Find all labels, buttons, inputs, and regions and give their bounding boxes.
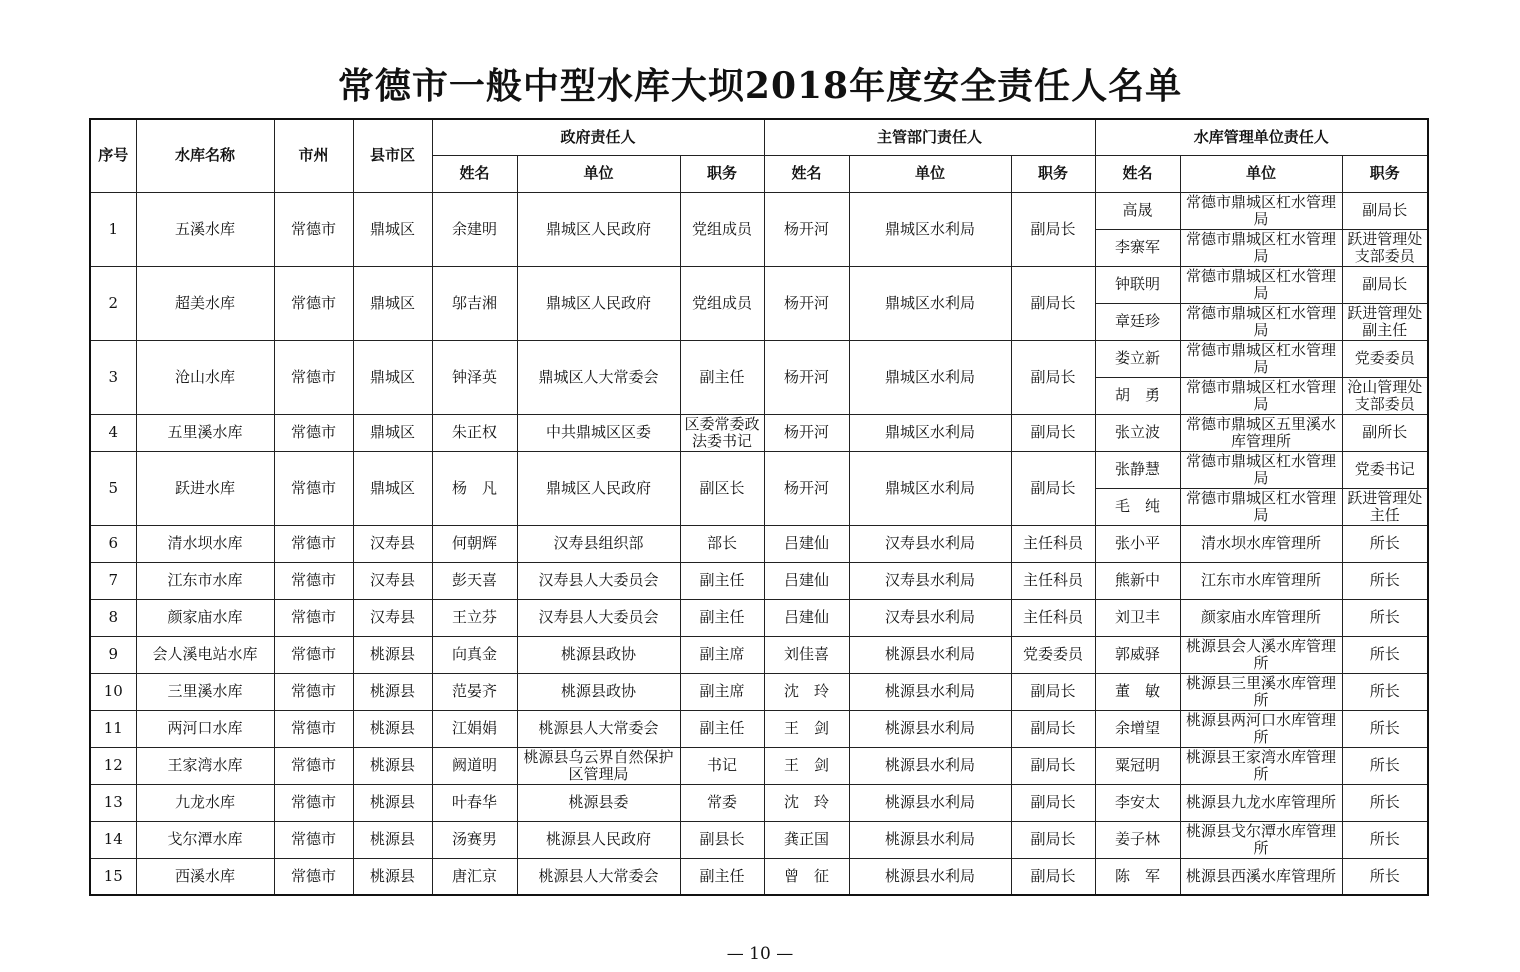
cell-seq: 6 [90, 525, 136, 562]
cell-reservoir: 江东市水库 [136, 562, 274, 599]
cell-city: 常德市 [274, 784, 353, 821]
header-mgmt-group: 水库管理单位责任人 [1095, 119, 1428, 155]
cell-gov-unit: 汉寿县人大委员会 [517, 599, 680, 636]
cell-gov-post: 副主任 [680, 340, 764, 414]
cell-dept-unit: 汉寿县水利局 [849, 525, 1011, 562]
table-row [90, 710, 1428, 747]
cell-dept-name: 吕建仙 [764, 599, 849, 636]
cell-county: 桃源县 [353, 858, 432, 895]
cell-gov-post: 副主任 [680, 710, 764, 747]
cell-mgmt-post: 副局长 [1342, 266, 1428, 303]
cell-mgmt-unit: 桃源县王家湾水库管理所 [1180, 747, 1342, 784]
cell-mgmt-post: 所长 [1342, 562, 1428, 599]
cell-mgmt-name: 郭威驿 [1095, 636, 1180, 673]
cell-dept-unit: 桃源县水利局 [849, 636, 1011, 673]
cell-gov-name: 彭天喜 [432, 562, 517, 599]
header-gov-unit: 单位 [517, 155, 680, 192]
cell-gov-unit: 汉寿县组织部 [517, 525, 680, 562]
cell-mgmt-name: 陈 军 [1095, 858, 1180, 895]
cell-dept-name: 杨开河 [764, 414, 849, 451]
cell-mgmt-post: 所长 [1342, 858, 1428, 895]
cell-gov-name: 阙道明 [432, 747, 517, 784]
cell-dept-unit: 汉寿县水利局 [849, 599, 1011, 636]
table-row [90, 858, 1428, 895]
cell-seq: 9 [90, 636, 136, 673]
cell-county: 鼎城区 [353, 451, 432, 525]
cell-mgmt-name: 余增望 [1095, 710, 1180, 747]
cell-gov-name: 杨 凡 [432, 451, 517, 525]
cell-county: 鼎城区 [353, 414, 432, 451]
header-dept-post: 职务 [1011, 155, 1095, 192]
cell-dept-unit: 鼎城区水利局 [849, 451, 1011, 525]
table-row [90, 340, 1428, 377]
cell-city: 常德市 [274, 192, 353, 266]
cell-reservoir: 戈尔潭水库 [136, 821, 274, 858]
cell-gov-unit: 鼎城区人民政府 [517, 192, 680, 266]
cell-city: 常德市 [274, 266, 353, 340]
document-title: 常德市一般中型水库大坝2018年度安全责任人名单 [337, 65, 1183, 107]
cell-mgmt-post: 党委书记 [1342, 451, 1428, 488]
cell-dept-post: 副局长 [1011, 673, 1095, 710]
cell-gov-name: 余建明 [432, 192, 517, 266]
cell-city: 常德市 [274, 636, 353, 673]
cell-dept-name: 刘佳喜 [764, 636, 849, 673]
cell-mgmt-post: 所长 [1342, 636, 1428, 673]
cell-seq: 7 [90, 562, 136, 599]
cell-dept-post: 主任科员 [1011, 599, 1095, 636]
cell-county: 鼎城区 [353, 340, 432, 414]
cell-mgmt-name: 姜子林 [1095, 821, 1180, 858]
cell-seq: 10 [90, 673, 136, 710]
cell-dept-post: 副局长 [1011, 192, 1095, 266]
cell-dept-name: 杨开河 [764, 266, 849, 340]
cell-reservoir: 沧山水库 [136, 340, 274, 414]
cell-mgmt-post: 所长 [1342, 747, 1428, 784]
cell-gov-unit: 鼎城区人民政府 [517, 266, 680, 340]
cell-reservoir: 九龙水库 [136, 784, 274, 821]
cell-county: 鼎城区 [353, 266, 432, 340]
cell-county: 汉寿县 [353, 525, 432, 562]
cell-dept-post: 副局长 [1011, 747, 1095, 784]
cell-dept-unit: 桃源县水利局 [849, 784, 1011, 821]
cell-mgmt-unit: 桃源县两河口水库管理所 [1180, 710, 1342, 747]
cell-mgmt-post: 副所长 [1342, 414, 1428, 451]
cell-seq: 2 [90, 266, 136, 340]
cell-dept-unit: 鼎城区水利局 [849, 266, 1011, 340]
cell-mgmt-unit: 常德市鼎城区杠水管理局 [1180, 377, 1342, 414]
cell-mgmt-name: 李安太 [1095, 784, 1180, 821]
cell-city: 常德市 [274, 599, 353, 636]
cell-gov-unit: 鼎城区人民政府 [517, 451, 680, 525]
cell-gov-post: 书记 [680, 747, 764, 784]
header-gov-post: 职务 [680, 155, 764, 192]
cell-dept-post: 副局长 [1011, 451, 1095, 525]
cell-gov-name: 钟泽英 [432, 340, 517, 414]
cell-mgmt-name: 李寨军 [1095, 229, 1180, 266]
cell-mgmt-unit: 常德市鼎城区杠水管理局 [1180, 229, 1342, 266]
cell-mgmt-post: 跃进管理处主任 [1342, 488, 1428, 525]
cell-seq: 5 [90, 451, 136, 525]
cell-gov-name: 邬吉湘 [432, 266, 517, 340]
cell-mgmt-unit: 常德市鼎城区杠水管理局 [1180, 266, 1342, 303]
cell-gov-name: 江娟娟 [432, 710, 517, 747]
cell-dept-name: 杨开河 [764, 451, 849, 525]
cell-gov-name: 叶春华 [432, 784, 517, 821]
cell-city: 常德市 [274, 821, 353, 858]
cell-reservoir: 西溪水库 [136, 858, 274, 895]
responsibility-table [89, 118, 1429, 896]
cell-seq: 12 [90, 747, 136, 784]
cell-mgmt-post: 所长 [1342, 599, 1428, 636]
cell-mgmt-name: 刘卫丰 [1095, 599, 1180, 636]
header-gov-name: 姓名 [432, 155, 517, 192]
table-row [90, 821, 1428, 858]
cell-seq: 11 [90, 710, 136, 747]
cell-seq: 13 [90, 784, 136, 821]
cell-dept-name: 沈 玲 [764, 673, 849, 710]
cell-city: 常德市 [274, 747, 353, 784]
cell-gov-unit: 中共鼎城区区委 [517, 414, 680, 451]
cell-city: 常德市 [274, 340, 353, 414]
cell-dept-post: 副局长 [1011, 266, 1095, 340]
cell-gov-post: 副主任 [680, 599, 764, 636]
cell-city: 常德市 [274, 710, 353, 747]
header-dept-group: 主管部门责任人 [764, 119, 1095, 155]
cell-gov-name: 汤赛男 [432, 821, 517, 858]
cell-gov-name: 唐汇京 [432, 858, 517, 895]
cell-dept-name: 龚正国 [764, 821, 849, 858]
cell-seq: 1 [90, 192, 136, 266]
cell-mgmt-name: 张静慧 [1095, 451, 1180, 488]
cell-reservoir: 五里溪水库 [136, 414, 274, 451]
cell-mgmt-unit: 桃源县会人溪水库管理所 [1180, 636, 1342, 673]
table-row [90, 636, 1428, 673]
cell-mgmt-post: 所长 [1342, 784, 1428, 821]
cell-county: 桃源县 [353, 673, 432, 710]
cell-dept-name: 王 剑 [764, 747, 849, 784]
cell-gov-name: 王立芬 [432, 599, 517, 636]
cell-reservoir: 会人溪电站水库 [136, 636, 274, 673]
table-row [90, 562, 1428, 599]
cell-reservoir: 超美水库 [136, 266, 274, 340]
cell-dept-unit: 桃源县水利局 [849, 821, 1011, 858]
cell-mgmt-name: 毛 纯 [1095, 488, 1180, 525]
cell-dept-post: 副局长 [1011, 784, 1095, 821]
cell-mgmt-unit: 桃源县西溪水库管理所 [1180, 858, 1342, 895]
cell-mgmt-unit: 颜家庙水库管理所 [1180, 599, 1342, 636]
cell-mgmt-name: 章廷珍 [1095, 303, 1180, 340]
header-seq: 序号 [90, 119, 136, 192]
cell-mgmt-post: 副局长 [1342, 192, 1428, 229]
cell-mgmt-unit: 桃源县九龙水库管理所 [1180, 784, 1342, 821]
cell-dept-post: 副局长 [1011, 710, 1095, 747]
cell-mgmt-post: 跃进管理处支部委员 [1342, 229, 1428, 266]
cell-mgmt-post: 所长 [1342, 710, 1428, 747]
cell-mgmt-unit: 清水坝水库管理所 [1180, 525, 1342, 562]
cell-gov-post: 部长 [680, 525, 764, 562]
cell-dept-post: 主任科员 [1011, 562, 1095, 599]
cell-mgmt-unit: 常德市鼎城区杠水管理局 [1180, 192, 1342, 229]
cell-dept-unit: 鼎城区水利局 [849, 192, 1011, 266]
table-body [90, 192, 1428, 895]
cell-dept-name: 杨开河 [764, 192, 849, 266]
cell-mgmt-unit: 常德市鼎城区五里溪水库管理所 [1180, 414, 1342, 451]
cell-county: 桃源县 [353, 784, 432, 821]
cell-mgmt-name: 粟冠明 [1095, 747, 1180, 784]
header-city: 市州 [274, 119, 353, 192]
cell-gov-post: 副主任 [680, 858, 764, 895]
cell-reservoir: 五溪水库 [136, 192, 274, 266]
cell-county: 桃源县 [353, 821, 432, 858]
header-gov-group: 政府责任人 [432, 119, 764, 155]
cell-mgmt-name: 胡 勇 [1095, 377, 1180, 414]
cell-mgmt-unit: 桃源县戈尔潭水库管理所 [1180, 821, 1342, 858]
cell-dept-post: 副局长 [1011, 821, 1095, 858]
cell-mgmt-name: 熊新中 [1095, 562, 1180, 599]
cell-reservoir: 王家湾水库 [136, 747, 274, 784]
cell-mgmt-name: 高晟 [1095, 192, 1180, 229]
cell-seq: 3 [90, 340, 136, 414]
cell-mgmt-unit: 江东市水库管理所 [1180, 562, 1342, 599]
cell-mgmt-post: 所长 [1342, 673, 1428, 710]
cell-mgmt-post: 沧山管理处支部委员 [1342, 377, 1428, 414]
cell-dept-name: 吕建仙 [764, 562, 849, 599]
cell-dept-name: 曾 征 [764, 858, 849, 895]
cell-gov-post: 常委 [680, 784, 764, 821]
cell-mgmt-name: 张小平 [1095, 525, 1180, 562]
cell-gov-post: 副区长 [680, 451, 764, 525]
header-mgmt-name: 姓名 [1095, 155, 1180, 192]
cell-dept-name: 沈 玲 [764, 784, 849, 821]
cell-gov-name: 向真金 [432, 636, 517, 673]
header-mgmt-unit: 单位 [1180, 155, 1342, 192]
table-row [90, 266, 1428, 303]
cell-mgmt-post: 所长 [1342, 525, 1428, 562]
table-row [90, 747, 1428, 784]
cell-gov-unit: 桃源县政协 [517, 673, 680, 710]
cell-gov-unit: 鼎城区人大常委会 [517, 340, 680, 414]
cell-gov-post: 副主席 [680, 673, 764, 710]
cell-gov-unit: 桃源县乌云界自然保护区管理局 [517, 747, 680, 784]
cell-mgmt-name: 钟联明 [1095, 266, 1180, 303]
cell-county: 汉寿县 [353, 599, 432, 636]
table-row [90, 784, 1428, 821]
cell-gov-post: 副主席 [680, 636, 764, 673]
table-row [90, 525, 1428, 562]
cell-mgmt-post: 所长 [1342, 821, 1428, 858]
cell-mgmt-name: 董 敏 [1095, 673, 1180, 710]
cell-reservoir: 两河口水库 [136, 710, 274, 747]
cell-gov-unit: 桃源县政协 [517, 636, 680, 673]
table-row [90, 599, 1428, 636]
cell-dept-post: 党委委员 [1011, 636, 1095, 673]
cell-city: 常德市 [274, 414, 353, 451]
cell-seq: 14 [90, 821, 136, 858]
cell-mgmt-name: 张立波 [1095, 414, 1180, 451]
cell-gov-post: 党组成员 [680, 192, 764, 266]
table-row [90, 451, 1428, 488]
cell-reservoir: 颜家庙水库 [136, 599, 274, 636]
cell-gov-name: 范晏齐 [432, 673, 517, 710]
cell-mgmt-unit: 常德市鼎城区杠水管理局 [1180, 451, 1342, 488]
cell-gov-unit: 桃源县人大常委会 [517, 710, 680, 747]
cell-dept-unit: 桃源县水利局 [849, 747, 1011, 784]
cell-county: 桃源县 [353, 747, 432, 784]
cell-dept-post: 副局长 [1011, 858, 1095, 895]
cell-gov-unit: 桃源县人民政府 [517, 821, 680, 858]
cell-gov-post: 区委常委政法委书记 [680, 414, 764, 451]
cell-dept-unit: 桃源县水利局 [849, 710, 1011, 747]
cell-dept-name: 杨开河 [764, 340, 849, 414]
cell-gov-unit: 桃源县人大常委会 [517, 858, 680, 895]
cell-gov-post: 党组成员 [680, 266, 764, 340]
cell-dept-name: 吕建仙 [764, 525, 849, 562]
cell-city: 常德市 [274, 451, 353, 525]
cell-gov-name: 朱正权 [432, 414, 517, 451]
page-number: — 10 — [726, 944, 794, 964]
cell-mgmt-post: 跃进管理处副主任 [1342, 303, 1428, 340]
cell-reservoir: 跃进水库 [136, 451, 274, 525]
cell-county: 桃源县 [353, 636, 432, 673]
cell-dept-post: 主任科员 [1011, 525, 1095, 562]
cell-dept-post: 副局长 [1011, 414, 1095, 451]
header-mgmt-post: 职务 [1342, 155, 1428, 192]
cell-mgmt-name: 娄立新 [1095, 340, 1180, 377]
cell-county: 桃源县 [353, 710, 432, 747]
header-dept-name: 姓名 [764, 155, 849, 192]
cell-city: 常德市 [274, 562, 353, 599]
cell-dept-name: 王 剑 [764, 710, 849, 747]
cell-gov-post: 副县长 [680, 821, 764, 858]
cell-mgmt-unit: 常德市鼎城区杠水管理局 [1180, 340, 1342, 377]
header-dept-unit: 单位 [849, 155, 1011, 192]
table-row [90, 673, 1428, 710]
cell-county: 汉寿县 [353, 562, 432, 599]
cell-reservoir: 清水坝水库 [136, 525, 274, 562]
cell-county: 鼎城区 [353, 192, 432, 266]
cell-dept-unit: 汉寿县水利局 [849, 562, 1011, 599]
cell-gov-unit: 汉寿县人大委员会 [517, 562, 680, 599]
cell-mgmt-unit: 桃源县三里溪水库管理所 [1180, 673, 1342, 710]
header-county: 县市区 [353, 119, 432, 192]
cell-dept-unit: 鼎城区水利局 [849, 414, 1011, 451]
table-row [90, 192, 1428, 229]
cell-mgmt-post: 党委委员 [1342, 340, 1428, 377]
cell-dept-post: 副局长 [1011, 340, 1095, 414]
cell-city: 常德市 [274, 858, 353, 895]
cell-city: 常德市 [274, 673, 353, 710]
cell-mgmt-unit: 常德市鼎城区杠水管理局 [1180, 488, 1342, 525]
cell-dept-unit: 鼎城区水利局 [849, 340, 1011, 414]
cell-gov-unit: 桃源县委 [517, 784, 680, 821]
cell-seq: 4 [90, 414, 136, 451]
table-row [90, 414, 1428, 451]
cell-dept-unit: 桃源县水利局 [849, 673, 1011, 710]
header-reservoir: 水库名称 [136, 119, 274, 192]
cell-gov-post: 副主任 [680, 562, 764, 599]
cell-gov-name: 何朝辉 [432, 525, 517, 562]
cell-city: 常德市 [274, 525, 353, 562]
cell-reservoir: 三里溪水库 [136, 673, 274, 710]
cell-seq: 8 [90, 599, 136, 636]
cell-dept-unit: 桃源县水利局 [849, 858, 1011, 895]
cell-mgmt-unit: 常德市鼎城区杠水管理局 [1180, 303, 1342, 340]
cell-seq: 15 [90, 858, 136, 895]
